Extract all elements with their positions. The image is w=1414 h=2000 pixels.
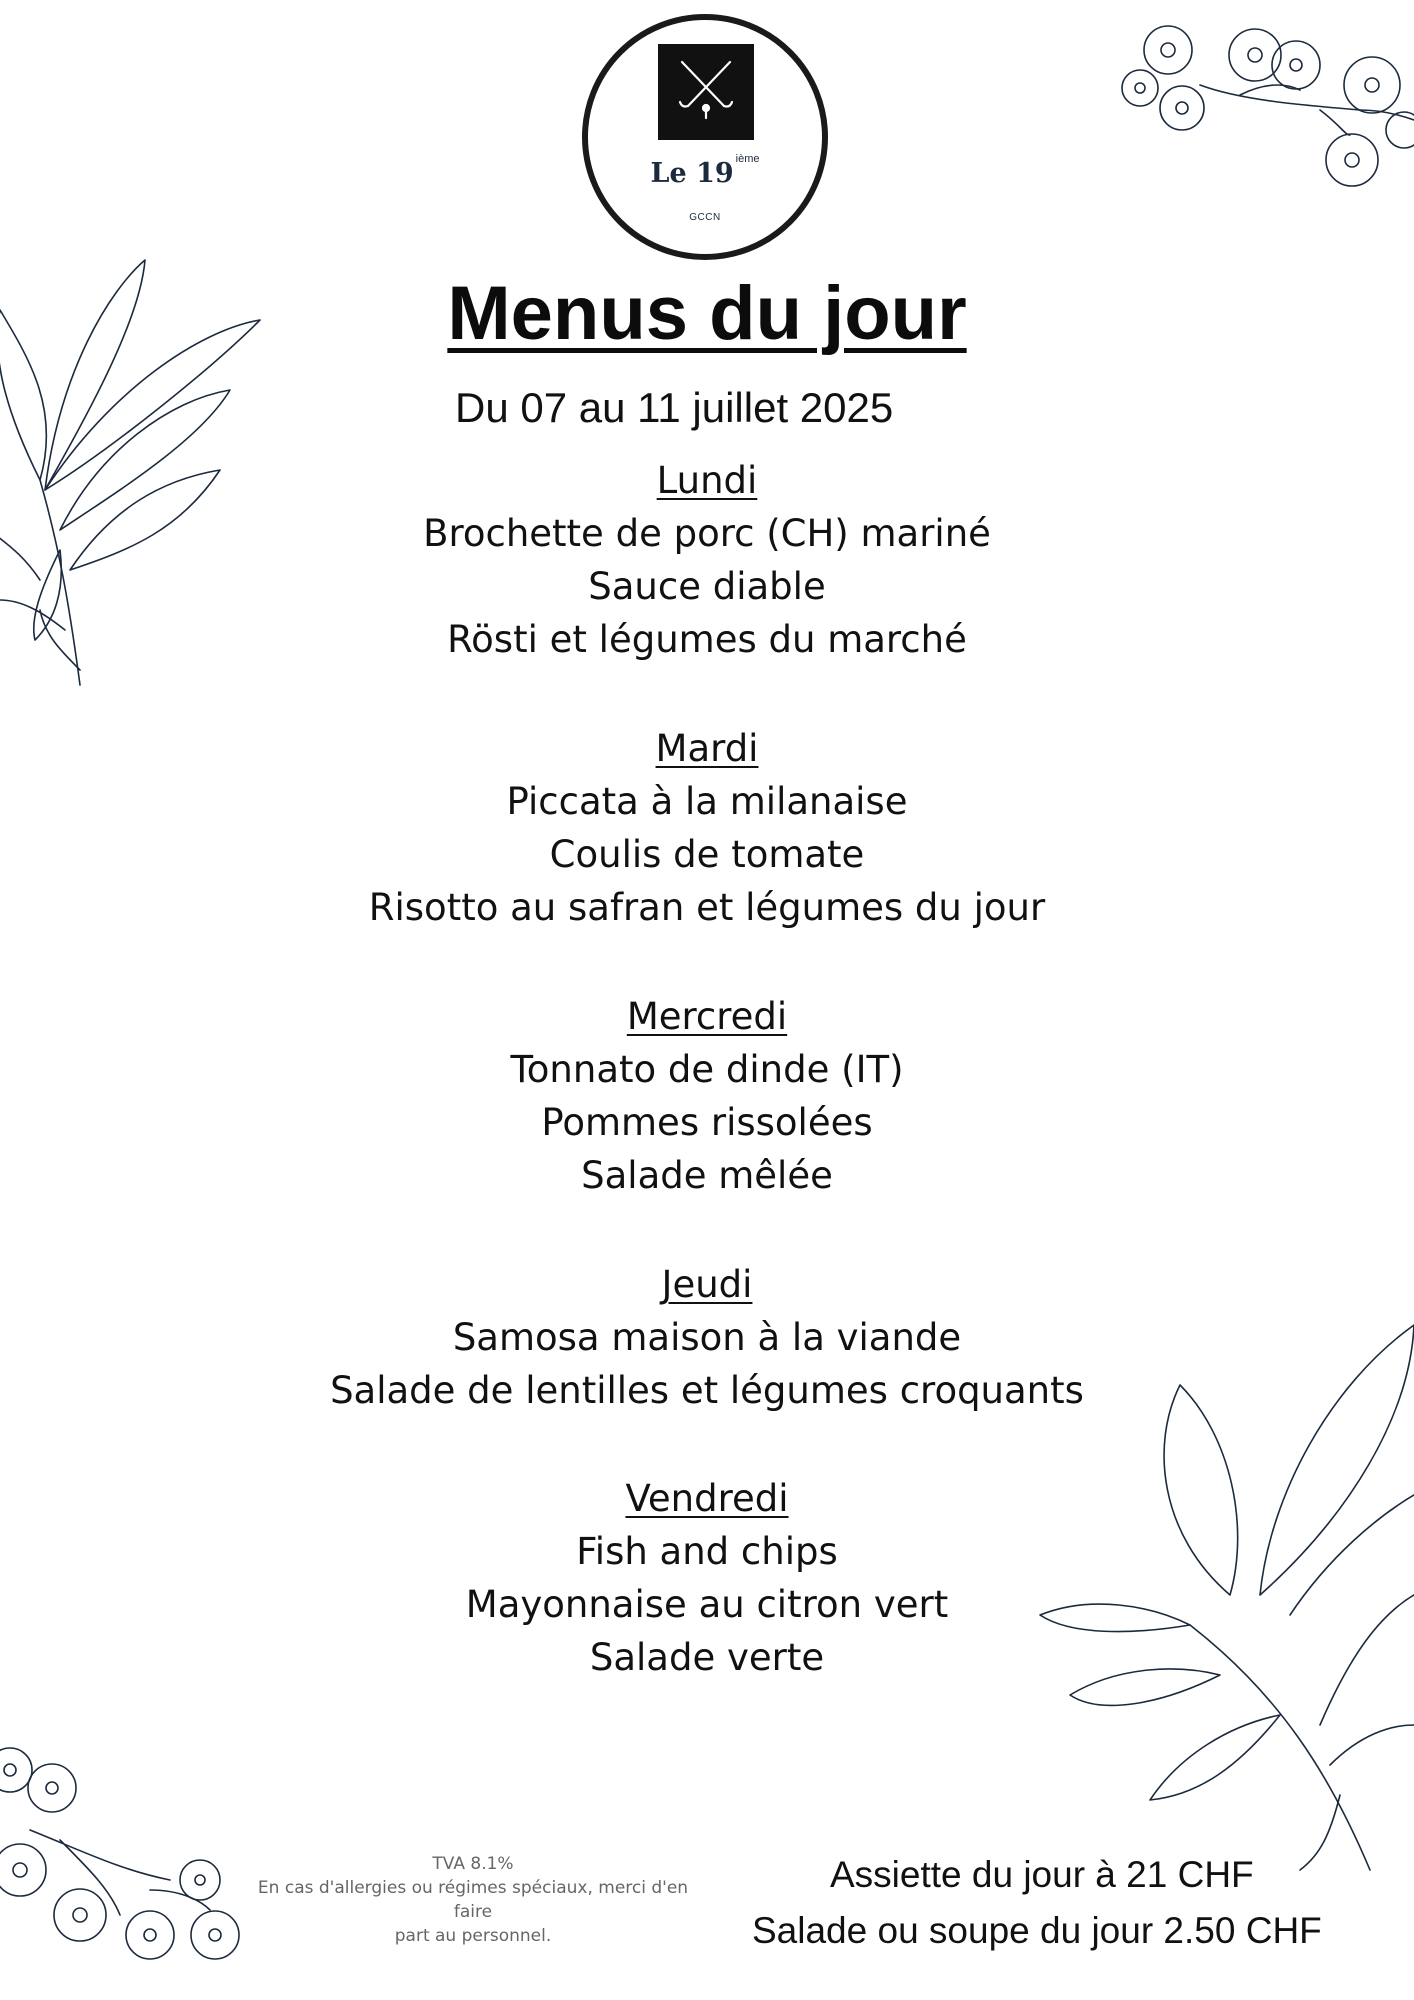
dish: Sauce diable (588, 565, 826, 608)
logo-subtitle: GCCN (689, 212, 721, 223)
golf-clubs-icon (658, 44, 754, 140)
day-name: Mercredi (626, 995, 788, 1038)
page-title: Menus du jour (447, 271, 967, 356)
dish: Rösti et légumes du marché (447, 618, 967, 661)
day-section-mardi (200, 722, 1214, 934)
date-range: Du 07 au 11 juillet 2025 (455, 384, 894, 431)
day-name: Jeudi (661, 1263, 753, 1306)
dish: Piccata à la milanaise (506, 780, 908, 823)
day-name: Mardi (655, 727, 759, 770)
allergy-note: part au personnel. (394, 1926, 552, 1946)
dish: Brochette de porc (CH) mariné (423, 512, 991, 555)
dish: Salade de lentilles et légumes croquants (330, 1369, 1084, 1412)
legal-note (238, 1852, 708, 1948)
price-side: Salade ou soupe du jour 2.50 CHF (752, 1910, 1322, 1951)
day-name: Lundi (656, 459, 758, 502)
dish: Tonnato de dinde (IT) (510, 1048, 904, 1091)
leaf-illustration (0, 250, 280, 690)
dish: Risotto au safran et légumes du jour (368, 886, 1046, 929)
dish: Samosa maison à la viande (452, 1316, 962, 1359)
dish: Salade mêlée (581, 1154, 833, 1197)
logo-emblem (658, 44, 754, 140)
dish: Salade verte (589, 1636, 825, 1679)
tva-text: TVA 8.1% (432, 1854, 514, 1874)
leaf-illustration (1030, 1295, 1414, 1875)
logo-name: Le 19 $^{ième}$ (650, 153, 760, 189)
dish: Coulis de tomate (549, 833, 865, 876)
dish: Pommes rissolées (541, 1101, 873, 1144)
dish: Fish and chips (576, 1530, 838, 1573)
berry-illustration (0, 1740, 250, 1960)
berry-illustration (1120, 10, 1414, 210)
dish: Mayonnaise au citron vert (465, 1583, 949, 1626)
day-name: Vendredi (625, 1477, 789, 1520)
day-section-lundi (200, 454, 1214, 666)
price-plate: Assiette du jour à 21 CHF (830, 1854, 1254, 1895)
allergy-note: En cas d'allergies ou régimes spéciaux, merci d'en faire (257, 1878, 689, 1922)
day-section-mercredi (200, 990, 1214, 1202)
